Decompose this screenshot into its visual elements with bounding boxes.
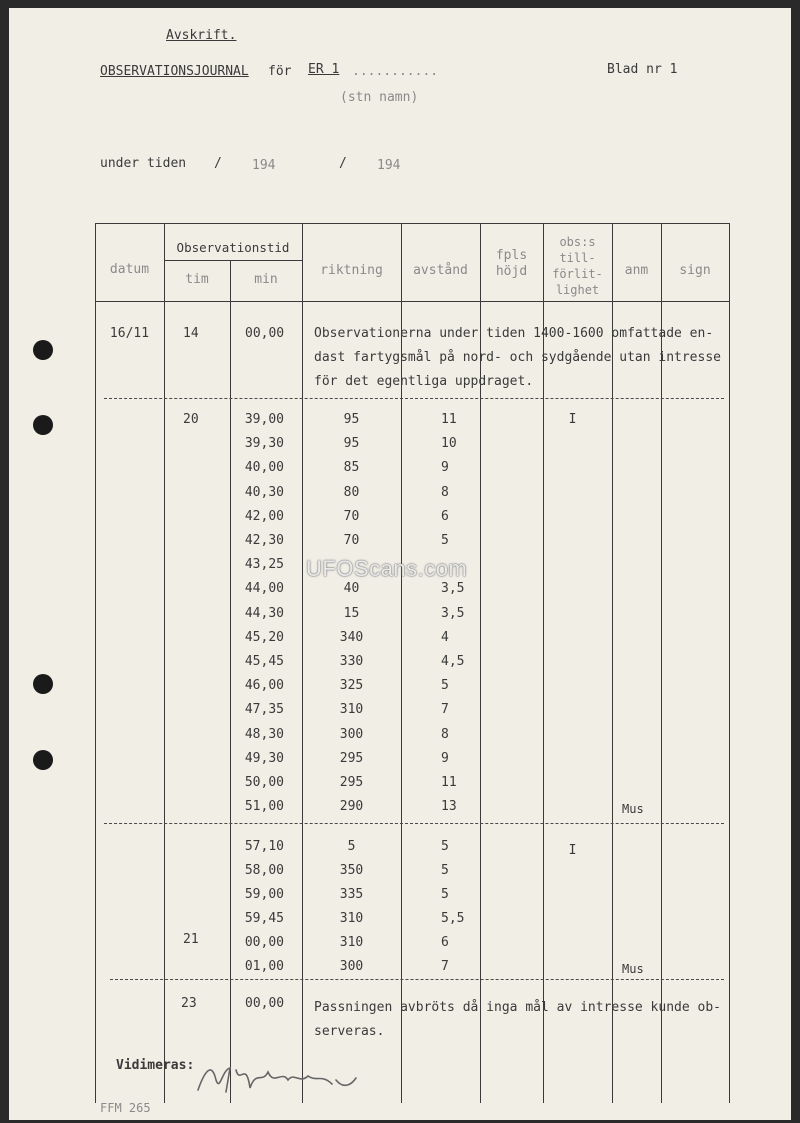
group3-avstand: 5 <box>441 839 449 854</box>
group3-riktning: 310 <box>339 911 364 926</box>
col-header-sign: sign <box>679 263 711 278</box>
group2-avstand: 9 <box>441 750 449 766</box>
group2-riktning: 80 <box>343 484 360 500</box>
period-slash-1: / <box>214 156 222 171</box>
vidimeras-label: Vidimeras: <box>116 1058 195 1073</box>
group3-min: 59,00 <box>244 887 284 902</box>
page-number: Blad nr 1 <box>607 62 678 77</box>
group2-min: 42,00 <box>244 508 284 524</box>
for-word: för <box>268 64 292 79</box>
group2-min: 44,30 <box>244 605 284 621</box>
col-header-min: min <box>254 272 278 287</box>
group2-avstand: 5 <box>441 678 449 694</box>
period-slash-2: / <box>339 156 347 171</box>
group2-min: 50,00 <box>244 775 284 790</box>
group2-riktning: 325 <box>339 678 364 694</box>
group3-riktning: 350 <box>339 863 364 878</box>
group2-riktning: 95 <box>343 436 360 452</box>
group2-avstand: 6 <box>441 508 449 524</box>
group2-avstand: 11 <box>441 775 457 790</box>
group3-avstand: 5,5 <box>441 911 465 926</box>
entry1-note-line2: dast fartygsmål på nord- och sydgående utan intresse <box>314 350 721 365</box>
group2-riktning: 295 <box>339 775 364 790</box>
period-label: under tiden <box>100 156 187 171</box>
group2-avstand: 13 <box>441 799 457 815</box>
group2-riktning: 310 <box>339 702 364 718</box>
group2-min: 46,00 <box>244 678 284 694</box>
period-year-2: 194 <box>377 158 401 173</box>
group2-riktning: 40 <box>343 581 360 597</box>
group3-reliability: I <box>568 843 577 858</box>
group2-riktning: 85 <box>343 460 360 476</box>
group3-min: 57,10 <box>244 839 284 854</box>
group2-riktning: 300 <box>339 726 364 742</box>
col-header-hojd: höjd <box>495 264 528 279</box>
entry4-tim: 23 <box>181 996 197 1011</box>
station-dotted-line: ........... <box>352 64 439 79</box>
entry1-note-line3: för det egentliga uppdraget. <box>314 374 534 389</box>
group2-riktning: 70 <box>343 533 360 548</box>
group3-riktning: 335 <box>339 887 364 902</box>
group2-avstand: 9 <box>441 460 449 476</box>
station-name: ER 1 <box>308 62 340 77</box>
group2-riktning: 340 <box>339 629 364 645</box>
group2-riktning: 70 <box>343 508 360 524</box>
group3-anm: Mus <box>622 962 644 976</box>
group2-avstand: 7 <box>441 702 449 718</box>
col-header-tim: tim <box>185 272 209 287</box>
entry4-min: 00,00 <box>245 996 285 1011</box>
group2-avstand: 8 <box>441 484 449 500</box>
group3-riktning: 5 <box>347 839 356 854</box>
group2-min: 42,30 <box>244 533 284 548</box>
group2-riktning: 15 <box>343 605 360 621</box>
col-header-till: till- <box>559 251 596 265</box>
group2-riktning: 330 <box>339 654 364 669</box>
watermark: UFOScans.com <box>306 556 468 581</box>
group2-avstand: 4,5 <box>441 654 465 669</box>
entry1-min: 00,00 <box>245 326 285 341</box>
group3-avstand: 5 <box>441 887 449 902</box>
col-header-riktning: riktning <box>320 263 383 278</box>
group3-riktning: 300 <box>339 959 364 974</box>
group2-riktning: 290 <box>339 799 364 815</box>
col-header-forlit: förlit- <box>552 267 603 281</box>
group3-min: 58,00 <box>244 863 284 878</box>
group2-avstand: 3,5 <box>441 605 465 621</box>
group3-avstand: 7 <box>441 959 449 974</box>
group2-avstand: 5 <box>441 533 449 548</box>
col-header-avstand: avstånd <box>413 263 468 278</box>
period-year-1: 194 <box>252 158 276 173</box>
col-header-lighet: lighet <box>555 283 600 297</box>
entry4-note-line2: serveras. <box>314 1024 385 1039</box>
entry1-datum: 16/11 <box>109 326 150 341</box>
group2-avstand: 10 <box>441 436 457 452</box>
station-caption: (stn namn) <box>340 90 419 105</box>
group2-min: 39,30 <box>244 436 284 452</box>
group3-min: 59,45 <box>244 911 284 926</box>
group2-tim: 20 <box>183 412 199 427</box>
group2-min: 43,25 <box>244 557 284 573</box>
group2-avstand: 3,5 <box>441 581 465 597</box>
col-header-obs: obs:s <box>559 235 596 249</box>
group3-min: 00,00 <box>244 935 284 950</box>
group2-min: 44,00 <box>244 581 284 597</box>
group3-avstand: 5 <box>441 863 449 878</box>
journal-title: OBSERVATIONSJOURNAL <box>100 64 249 79</box>
col-header-datum: datum <box>109 262 150 277</box>
group3-tim: 21 <box>183 932 199 947</box>
document-heading: Avskrift. <box>166 28 237 43</box>
group2-avstand: 4 <box>441 629 449 645</box>
group2-min: 51,00 <box>244 799 284 815</box>
col-header-anm: anm <box>624 263 649 278</box>
group2-min: 45,45 <box>244 654 284 669</box>
group2-reliability: I <box>568 412 577 427</box>
group2-avstand: 11 <box>441 412 457 427</box>
group3-avstand: 6 <box>441 935 449 950</box>
group2-min: 40,00 <box>244 460 284 476</box>
form-code: FFM 265 <box>100 1101 151 1115</box>
group2-min: 49,30 <box>244 750 284 766</box>
entry4-note-line1: Passningen avbröts då inga mål av intresse kunde ob- <box>314 1000 721 1015</box>
group2-min: 40,30 <box>244 484 284 500</box>
group2-anm: Mus <box>622 802 644 816</box>
group2-avstand: 8 <box>441 726 449 742</box>
col-header-obstid: Observationstid <box>176 240 290 255</box>
group2-riktning: 95 <box>343 412 360 427</box>
entry1-tim: 14 <box>183 326 199 341</box>
col-header-fpls: fpls <box>495 248 528 263</box>
group2-min: 39,00 <box>244 412 284 427</box>
group2-min: 48,30 <box>244 726 284 742</box>
group2-riktning: 295 <box>339 750 364 766</box>
group3-riktning: 310 <box>339 935 364 950</box>
group2-min: 47,35 <box>244 702 284 718</box>
entry1-note-line1: Observationerna under tiden 1400-1600 omfattade en- <box>314 326 714 341</box>
group2-min: 45,20 <box>244 629 284 645</box>
group3-min: 01,00 <box>244 959 284 974</box>
